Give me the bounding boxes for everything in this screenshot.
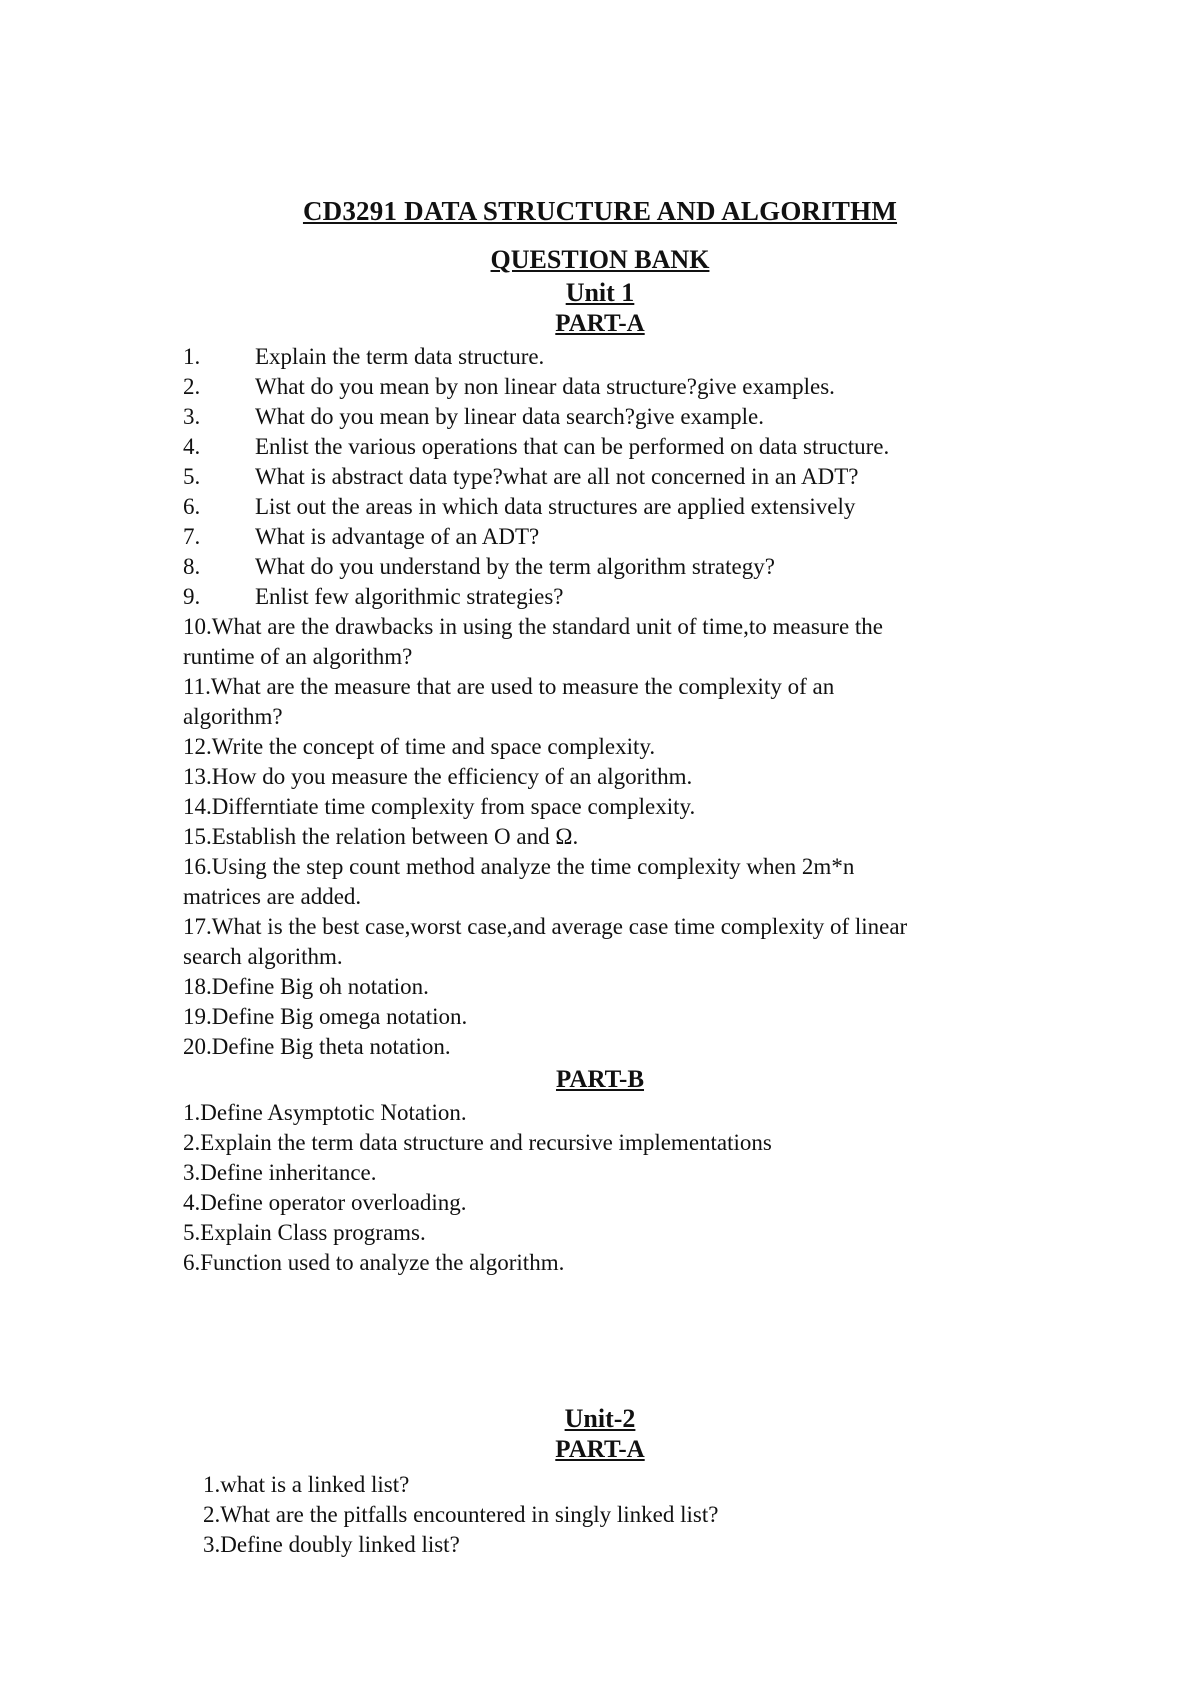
item-number: 4. <box>183 434 201 459</box>
document-title: CD3291 DATA STRUCTURE AND ALGORITHM <box>302 196 898 226</box>
question-line: 10.What are the drawbacks in using the standard unit of time,to measure the <box>183 614 884 639</box>
document-subtitle: QUESTION BANK <box>490 245 710 274</box>
item-text: What do you mean by non linear data structure?give examples. <box>255 374 835 399</box>
question-line: matrices are added. <box>183 884 362 909</box>
unit2-partA-heading: PART-A <box>555 1436 645 1463</box>
item-number: 5. <box>183 464 201 489</box>
question-line: 1.what is a linked list? <box>203 1472 410 1497</box>
item-text: Explain the term data structure. <box>255 344 545 369</box>
item-number: 8. <box>183 554 201 579</box>
question-line: 2.Explain the term data structure and recursive implementations <box>183 1130 772 1155</box>
question-line: 12.Write the concept of time and space complexity. <box>183 734 656 759</box>
item-number: 6. <box>183 494 201 519</box>
unit2-heading: Unit-2 <box>564 1404 636 1433</box>
item-text: What is advantage of an ADT? <box>255 524 540 549</box>
item-text: List out the areas in which data structures are applied extensively <box>255 494 856 519</box>
item-text: Enlist few algorithmic strategies? <box>255 584 564 609</box>
question-line: 6.Function used to analyze the algorithm. <box>183 1250 565 1275</box>
unit1-partB-heading: PART-B <box>555 1066 645 1093</box>
unit1-partA-heading: PART-A <box>555 310 645 337</box>
unit1-heading: Unit 1 <box>565 278 635 307</box>
item-number: 1. <box>183 344 201 369</box>
question-line: 5.Explain Class programs. <box>183 1220 426 1245</box>
item-text: Enlist the various operations that can be performed on data structure. <box>255 434 890 459</box>
item-number: 9. <box>183 584 201 609</box>
question-line: algorithm? <box>183 704 283 729</box>
question-line: 16.Using the step count method analyze the time complexity when 2m*n <box>183 854 855 879</box>
question-line: 17.What is the best case,worst case,and average case time complexity of linear <box>183 914 908 939</box>
item-text: What do you mean by linear data search?give example. <box>255 404 764 429</box>
item-number: 7. <box>183 524 201 549</box>
question-line: search algorithm. <box>183 944 343 969</box>
question-line: 20.Define Big theta notation. <box>183 1034 451 1059</box>
question-line: 3.Define doubly linked list? <box>203 1532 460 1557</box>
question-line: 3.Define inheritance. <box>183 1160 377 1185</box>
question-line: runtime of an algorithm? <box>183 644 413 669</box>
question-line: 1.Define Asymptotic Notation. <box>183 1100 467 1125</box>
item-number: 2. <box>183 374 201 399</box>
question-line: 15.Establish the relation between O and Ω. <box>183 824 579 849</box>
question-line: 18.Define Big oh notation. <box>183 974 429 999</box>
question-line: 19.Define Big omega notation. <box>183 1004 468 1029</box>
item-text: What is abstract data type?what are all not concerned in an ADT? <box>255 464 859 489</box>
question-line: 2.What are the pitfalls encountered in singly linked list? <box>203 1502 719 1527</box>
item-number: 3. <box>183 404 201 429</box>
item-text: What do you understand by the term algorithm strategy? <box>255 554 775 579</box>
question-line: 14.Differntiate time complexity from space complexity. <box>183 794 696 819</box>
question-line: 13.How do you measure the efficiency of an algorithm. <box>183 764 693 789</box>
question-line: 4.Define operator overloading. <box>183 1190 467 1215</box>
question-line: 11.What are the measure that are used to measure the complexity of an <box>183 674 835 699</box>
